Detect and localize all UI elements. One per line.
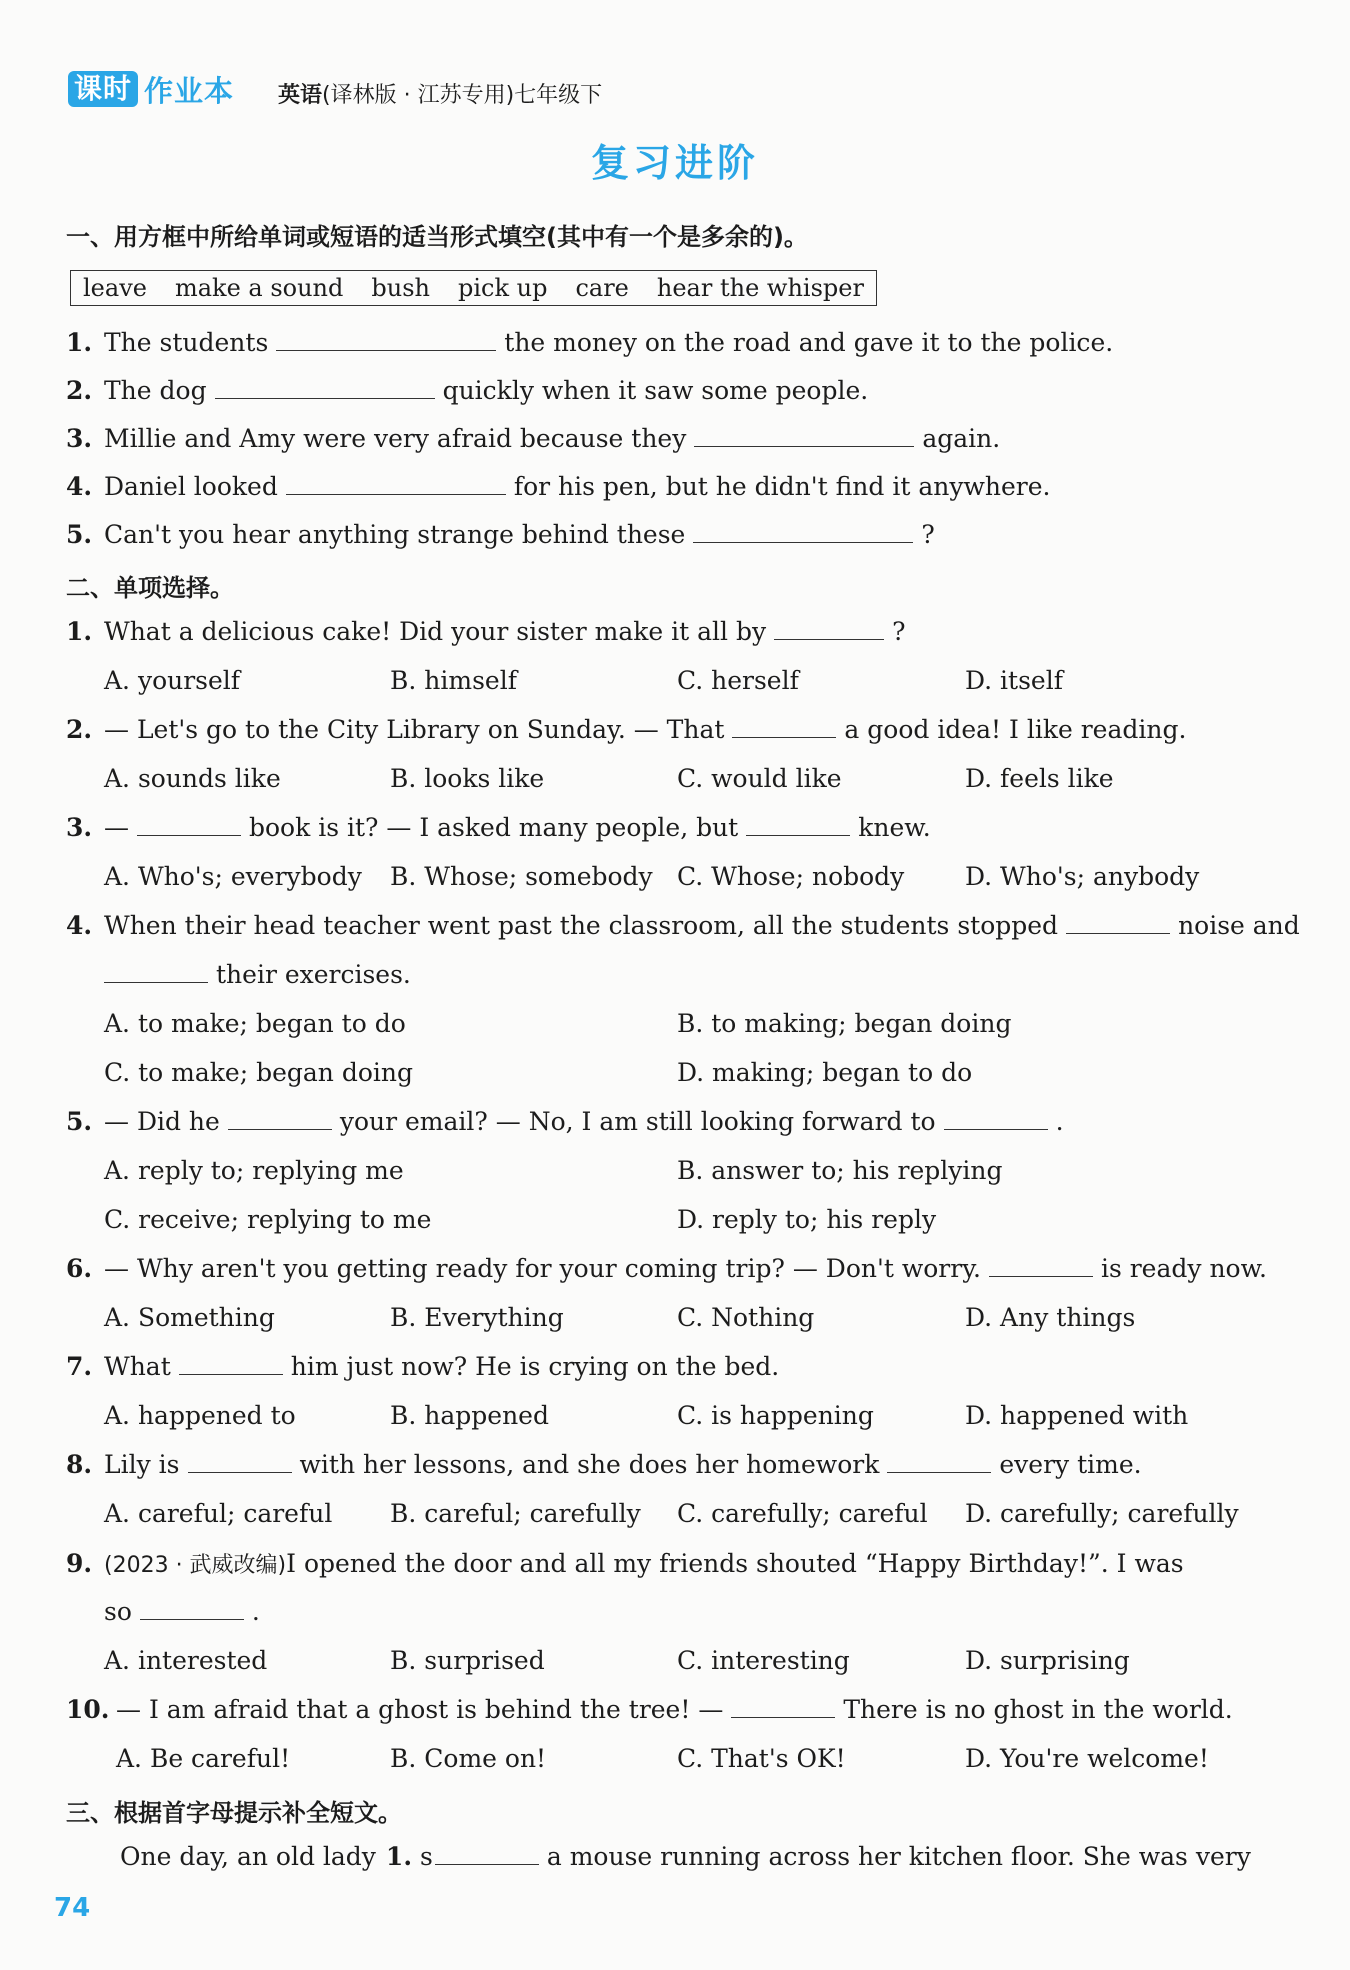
mc-question-10: 10. — I am afraid that a ghost is behind the tree! — There is no ghost in the world. xyxy=(66,1695,1233,1724)
answer-blank[interactable] xyxy=(179,1352,283,1375)
section3-heading: 三、根据首字母提示补全短文。 xyxy=(66,1799,402,1827)
option-a[interactable]: A. Who's; everybody xyxy=(104,862,362,891)
word-item: pick up xyxy=(457,274,548,302)
word-item: leave xyxy=(83,274,147,302)
option-d[interactable]: D. surprising xyxy=(965,1646,1130,1675)
option-a[interactable]: A. sounds like xyxy=(104,764,281,793)
answer-blank[interactable] xyxy=(944,1107,1048,1130)
word-box xyxy=(70,270,877,306)
option-d[interactable]: D. carefully; carefully xyxy=(965,1499,1239,1528)
option-a[interactable]: A. Be careful! xyxy=(116,1744,291,1773)
mc-question-8: 8. Lily is with her lessons, and she does her homework every time. xyxy=(66,1450,1142,1479)
logo-text: 作业本 xyxy=(144,73,235,108)
source-note: (2023 · 武威改编) xyxy=(104,1553,287,1578)
option-a[interactable]: A. reply to; replying me xyxy=(104,1156,404,1185)
option-d[interactable]: D. Who's; anybody xyxy=(965,862,1200,891)
option-c[interactable]: C. to make; began doing xyxy=(104,1058,414,1087)
mc-question-9-cont: so . xyxy=(104,1597,260,1626)
option-c[interactable]: C. carefully; careful xyxy=(677,1499,928,1528)
option-c[interactable]: C. herself xyxy=(677,666,799,695)
option-b[interactable]: B. careful; carefully xyxy=(390,1499,641,1528)
option-a[interactable]: A. to make; began to do xyxy=(104,1009,406,1038)
option-a[interactable]: A. Something xyxy=(104,1303,275,1332)
answer-blank[interactable] xyxy=(989,1254,1093,1277)
answer-blank[interactable] xyxy=(1066,911,1170,934)
option-b[interactable]: B. answer to; his replying xyxy=(677,1156,1003,1185)
mc-question-3: 3. — book is it? — I asked many people, but knew. xyxy=(66,813,931,842)
option-b[interactable]: B. Whose; somebody xyxy=(390,862,653,891)
fill-item-3: 3. Millie and Amy were very afraid because they again. xyxy=(66,424,1001,453)
mc-question-4-cont: their exercises. xyxy=(104,960,411,989)
option-d[interactable]: D. You're welcome! xyxy=(965,1744,1209,1773)
fill-item-2: 2. The dog quickly when it saw some people. xyxy=(66,376,869,405)
option-a[interactable]: A. happened to xyxy=(104,1401,296,1430)
answer-blank[interactable] xyxy=(140,1597,244,1620)
page-title: 复习进阶 xyxy=(590,141,759,185)
option-c[interactable]: C. interesting xyxy=(677,1646,850,1675)
answer-blank[interactable] xyxy=(188,1450,292,1473)
subject-line xyxy=(278,78,602,109)
mc-question-4: 4. When their head teacher went past the classroom, all the students stopped noise and xyxy=(66,911,1300,940)
option-b[interactable]: B. looks like xyxy=(390,764,545,793)
edition: (译林版 · 江苏专用)七年级下 xyxy=(322,83,603,108)
option-d[interactable]: D. making; began to do xyxy=(677,1058,973,1087)
option-b[interactable]: B. surprised xyxy=(390,1646,545,1675)
option-c[interactable]: C. That's OK! xyxy=(677,1744,846,1773)
option-b[interactable]: B. happened xyxy=(390,1401,549,1430)
option-b[interactable]: B. Everything xyxy=(390,1303,564,1332)
answer-blank[interactable] xyxy=(104,960,208,983)
subject-name: 英语 xyxy=(278,83,323,108)
option-d[interactable]: D. happened with xyxy=(965,1401,1189,1430)
fill-item-4: 4. Daniel looked for his pen, but he didn't find it anywhere. xyxy=(66,472,1051,501)
word-item: make a sound xyxy=(174,274,344,302)
brand-logo xyxy=(68,70,234,108)
answer-blank[interactable] xyxy=(694,424,914,447)
option-c[interactable]: C. would like xyxy=(677,764,842,793)
answer-blank[interactable] xyxy=(732,715,836,738)
option-a[interactable]: A. yourself xyxy=(104,666,241,695)
option-a[interactable]: A. careful; careful xyxy=(104,1499,333,1528)
option-c[interactable]: C. receive; replying to me xyxy=(104,1205,432,1234)
answer-blank[interactable] xyxy=(887,1450,991,1473)
answer-blank[interactable] xyxy=(286,472,506,495)
option-d[interactable]: D. reply to; his reply xyxy=(677,1205,937,1234)
answer-blank[interactable] xyxy=(774,617,884,640)
word-item: hear the whisper xyxy=(656,274,864,302)
mc-question-7: 7. What him just now? He is crying on the bed. xyxy=(66,1352,780,1381)
mc-question-2: 2. — Let's go to the City Library on Sunday. — That a good idea! I like reading. xyxy=(66,715,1187,744)
passage-line: One day, an old lady 1. s a mouse running across her kitchen floor. She was very xyxy=(120,1842,1251,1871)
option-c[interactable]: C. is happening xyxy=(677,1401,874,1430)
option-d[interactable]: D. Any things xyxy=(965,1303,1136,1332)
answer-blank[interactable] xyxy=(435,1842,539,1865)
option-d[interactable]: D. itself xyxy=(965,666,1063,695)
option-a[interactable]: A. interested xyxy=(104,1646,268,1675)
option-c[interactable]: C. Whose; nobody xyxy=(677,862,905,891)
answer-blank[interactable] xyxy=(693,520,913,543)
answer-blank[interactable] xyxy=(746,813,850,836)
mc-question-5: 5. — Did he your email? — No, I am still looking forward to . xyxy=(66,1107,1064,1136)
section2-heading: 二、单项选择。 xyxy=(66,574,234,602)
logo-badge: 课时 xyxy=(68,71,138,107)
word-item: bush xyxy=(371,274,430,302)
page-number: 74 xyxy=(54,1893,91,1923)
mc-question-9: 9. (2023 · 武威改编) I opened the door and all my friends shouted “Happy Birthday!”. I was xyxy=(66,1549,1184,1578)
word-item: care xyxy=(575,274,629,302)
mc-question-1: 1. What a delicious cake! Did your sister make it all by ? xyxy=(66,617,906,646)
answer-blank[interactable] xyxy=(215,376,435,399)
answer-blank[interactable] xyxy=(137,813,241,836)
section1-heading: 一、用方框中所给单词或短语的适当形式填空(其中有一个是多余的)。 xyxy=(66,223,808,251)
option-c[interactable]: C. Nothing xyxy=(677,1303,815,1332)
option-b[interactable]: B. himself xyxy=(390,666,517,695)
fill-item-5: 5. Can't you hear anything strange behind these ? xyxy=(66,520,935,549)
answer-blank[interactable] xyxy=(731,1695,835,1718)
option-b[interactable]: B. to making; began doing xyxy=(677,1009,1012,1038)
answer-blank[interactable] xyxy=(276,328,496,351)
option-d[interactable]: D. feels like xyxy=(965,764,1114,793)
mc-question-6: 6. — Why aren't you getting ready for your coming trip? — Don't worry. is ready now. xyxy=(66,1254,1267,1283)
option-b[interactable]: B. Come on! xyxy=(390,1744,547,1773)
fill-item-1: 1. The students the money on the road and gave it to the police. xyxy=(66,328,1114,357)
answer-blank[interactable] xyxy=(228,1107,332,1130)
